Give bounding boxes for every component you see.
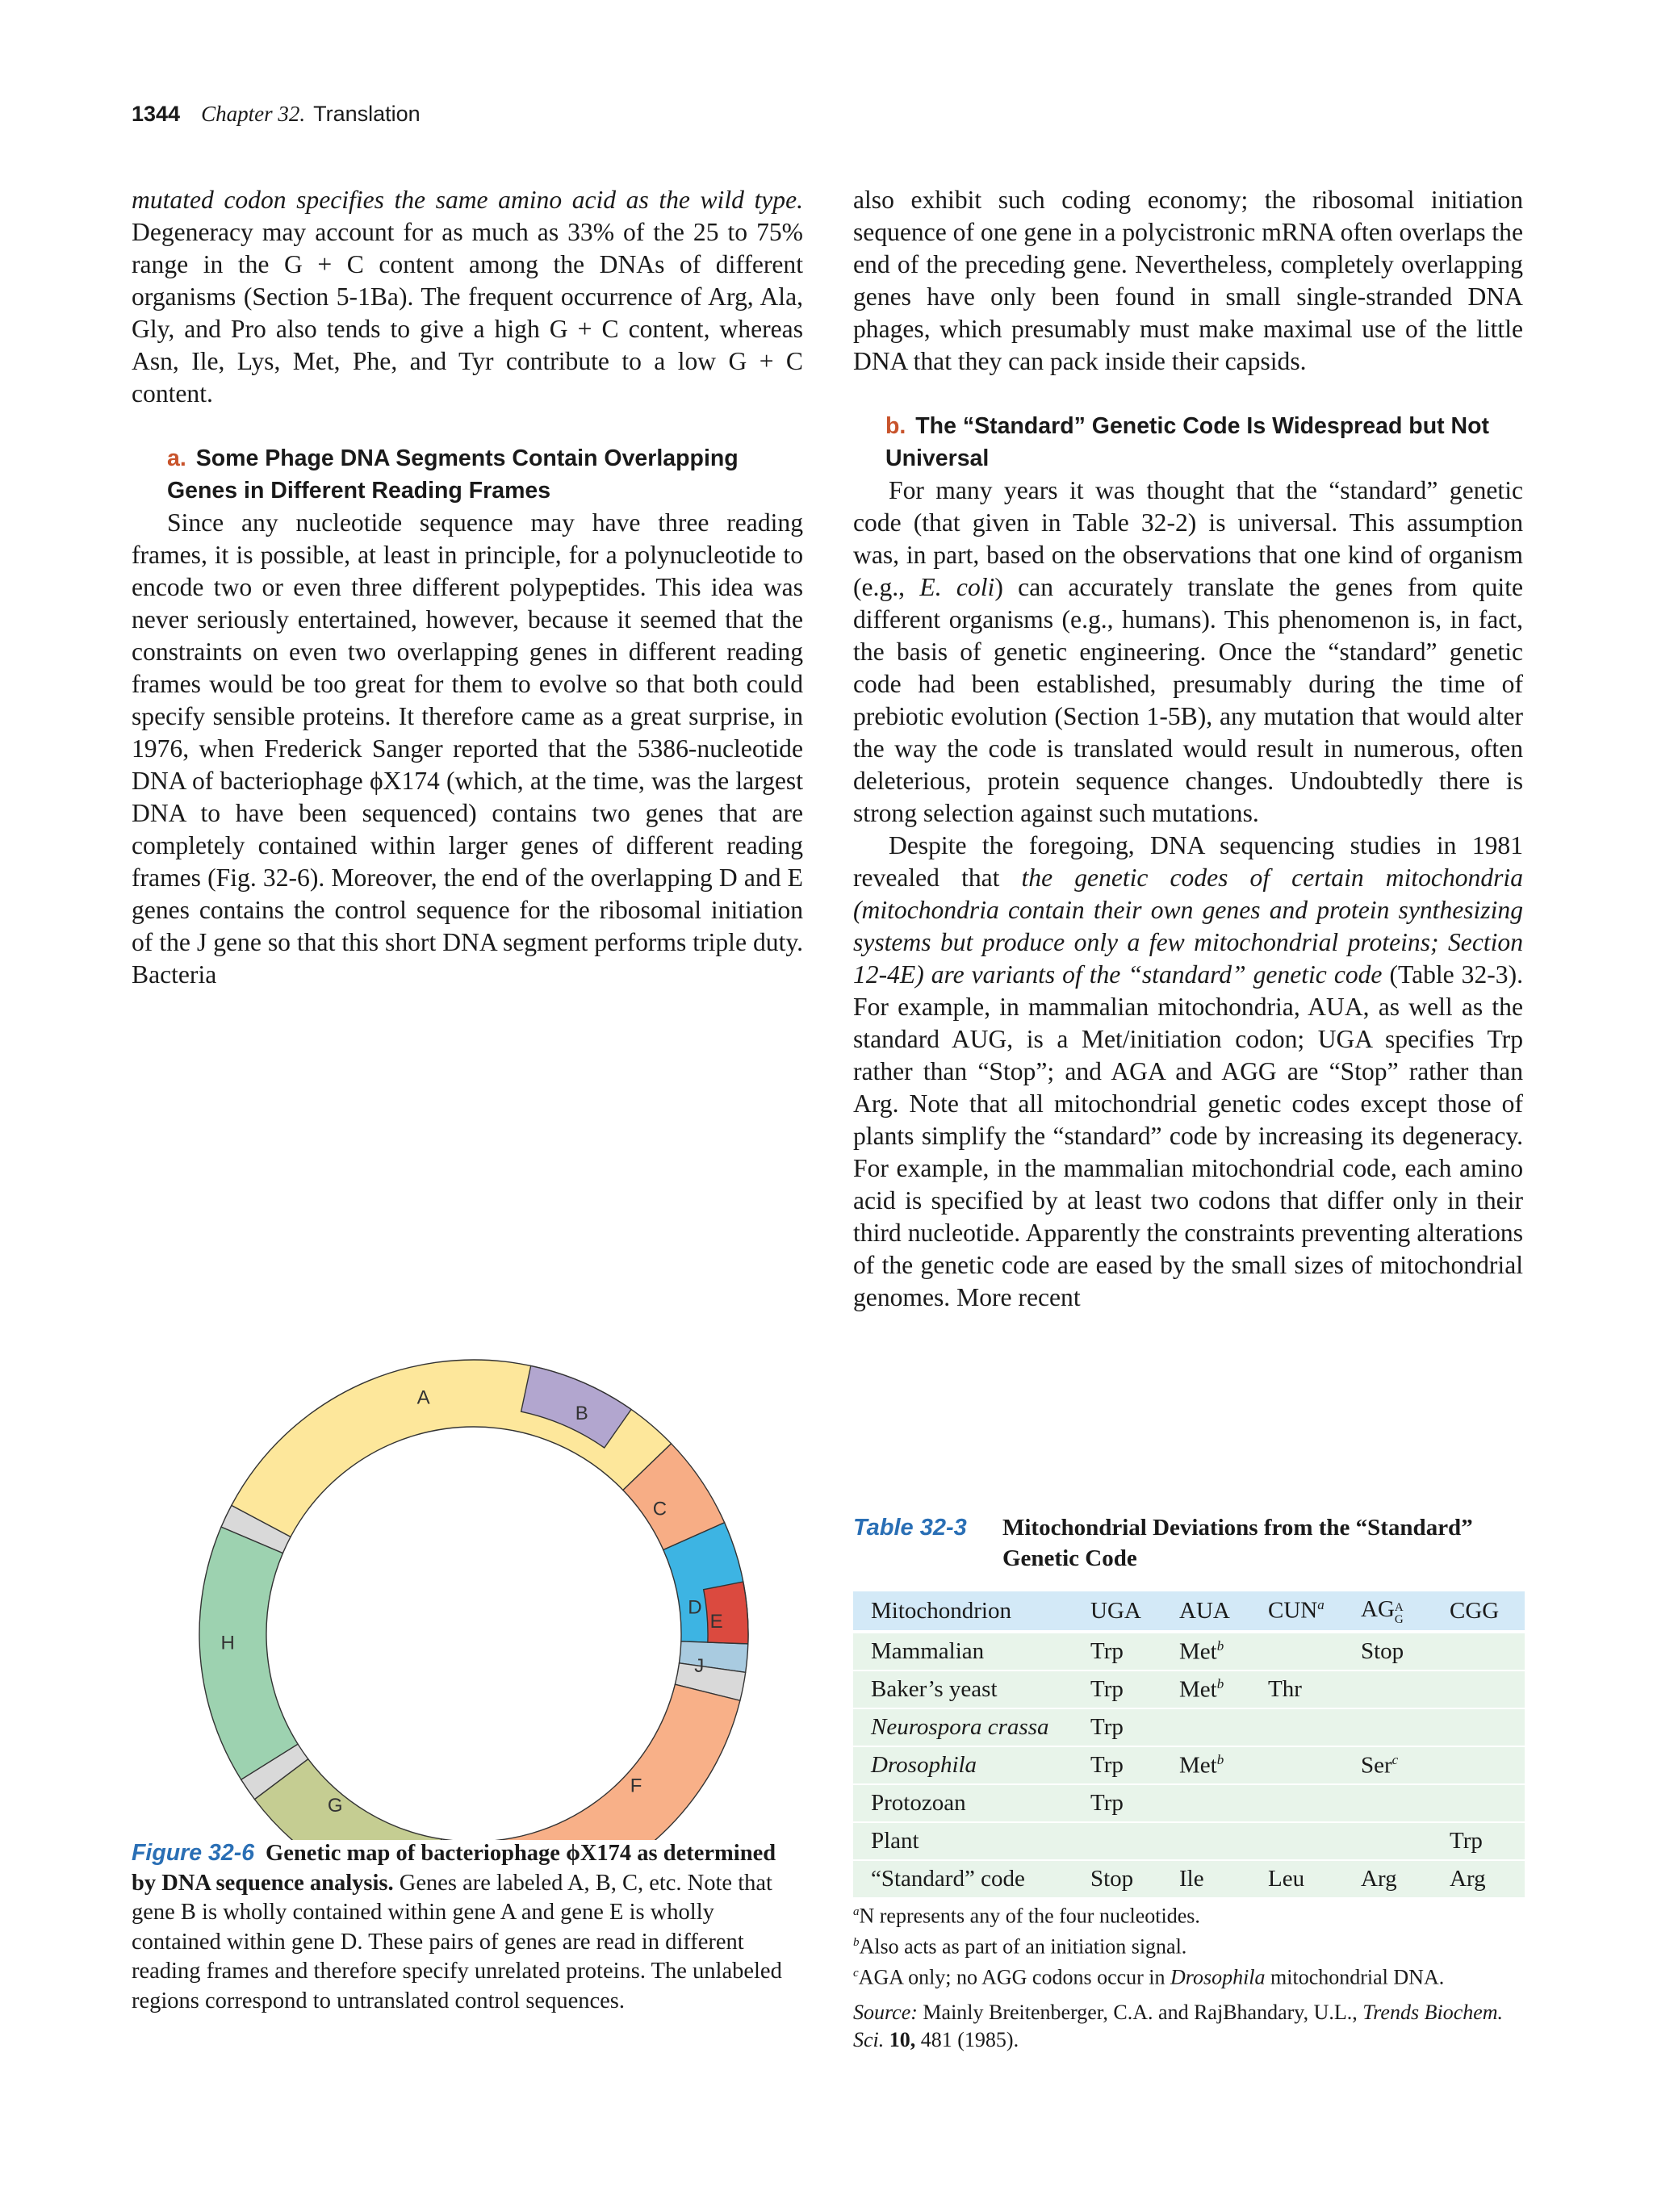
section-a-body: Since any nucleotide sequence may have three reading frames, it is possible, at least in principle, for a polynucleotide to encode two or even three different polypeptides. This idea was never seriously entertained, however, because it seemed that the constraints on even two overlapping genes in different reading frames would be too great for them to evolve so that both could specify sensible proteins. It therefore came as a great surprise, in 1976, when Frederick Sanger reported that the 5386-nucleotide DNA of bacteriophage ϕX174 (which, at the time, was the largest DNA to have been sequenced) contains two genes that are completely contained within larger genes of different reading frames (Fig. 32-6). Moreover, the end of the overlapping D and E genes contains the control sequence for the ribosomal initiation of the J gene so that this short DNA segment performs triple duty. Bacteria — [132, 508, 803, 989]
right-column — [853, 184, 1523, 1314]
chapter-title: Translation — [313, 102, 421, 126]
mitochondria-italic: the genetic codes of certain mitochondria (mitochondria contain their own genes and protein synthesizing systems but produce only a few mitochondrial proteins; Section 12-4E) are variants of the “standard” genetic code — [853, 863, 1524, 989]
section-b-paragraph-2: Despite the foregoing, DNA sequencing studies in 1981 revealed that the genetic codes of certain mitochondria (mitochondria contain their own genes and protein synthesizing systems but produce only a few mitochondrial proteins; Section 12-4E) are variants of the “standard” genetic code (Table 32-3). For example, in mammalian mitochondria, AUA, as well as the standard AUG, is a Met/initiation codon; UGA specifies Trp rather than “Stop”; and AGA and AGG are “Stop” rather than Arg. Note that all mitochondrial genetic codes except those of plants simplify the “standard” code by increasing its degeneracy. For example, in the mammalian mitochondrial code, each amino acid is specified by at least two codons that differ only in their third nucleotide. Apparently the constraints preventing alterations of the genetic code are eased by the small sizes of mitochondrial genomes. More recent — [853, 831, 1524, 1311]
section-b-heading — [853, 410, 1523, 475]
footnote: $^b$Also acts as part of an initiation signal. — [853, 1934, 1187, 1959]
page-number: 1344 — [132, 102, 181, 126]
table-row: Baker’s yeast Trp Met$^b$ Thr — [853, 1670, 1525, 1708]
table-label: Table 32-3 — [853, 1515, 967, 1541]
table-row: “Standard” code Stop Ile Leu Arg Arg — [853, 1860, 1525, 1897]
chapter-label: Chapter 32. — [201, 102, 306, 126]
table-title-text: Mitochondrial Deviations from the “Standard” Genetic Code — [1002, 1515, 1473, 1571]
figure-title: Genetic map of bacteriophage ϕX174 as determined by DNA sequence analysis. — [132, 1841, 776, 1896]
table-row: Neurospora crassa Trp — [853, 1708, 1525, 1746]
running-header — [132, 102, 421, 127]
ecoli-italic: E. coli — [919, 573, 995, 601]
genetic-map-figure — [121, 1154, 807, 1840]
figure-label: Figure 32-6 — [132, 1840, 255, 1866]
genetic-map-ring — [121, 1154, 807, 1840]
col-header: CGG — [1432, 1591, 1525, 1632]
section-a-title: Some Phage DNA Segments Contain Overlapping Genes in Different Reading Frames — [167, 445, 739, 504]
intro-paragraph — [132, 184, 803, 410]
intro-italic: mutated codon specifies the same amino acid as the wild type. — [132, 186, 803, 214]
continued-paragraph: also exhibit such coding economy; the ribosomal initiation sequence of one gene in a polycistronic mRNA often overlaps the end of the preceding gene. Nevertheless, completely overlapping genes have only been found in small single-stranded DNA phages, which presumably must make maximal use of the little DNA that they can pack inside their capsids. — [853, 186, 1523, 375]
mitochondrial-deviations-table — [853, 1591, 1525, 1897]
gene-label-f: F — [630, 1775, 642, 1797]
section-a-heading — [132, 442, 803, 507]
figure-caption-body: Genes are labeled A, B, C, etc. Note that gene B is wholly contained within gene A and gene E is wholly contained within gene D. These pairs of genes are read in different reading frames and therefore specify unrelated proteins. The unlabeled regions correspond to untranslated control sequences. — [132, 1870, 782, 2013]
table-row: Mammalian Trp Met$^b$ Stop — [853, 1632, 1525, 1670]
intro-text: Degeneracy may account for as much as 33% of the 25 to 75% range in the G + C content among the DNAs of different organisms (Section 5-1Ba). The frequent occurrence of Arg, Ala, Gly, and Pro also tends to give a high G + C content, whereas Asn, Ile, Lys, Met, Phe, and Tyr contribute to a low G + C content. — [132, 218, 803, 408]
gene-label-e: E — [709, 1611, 723, 1633]
section-a-letter: a. — [167, 445, 186, 471]
col-header: AUA — [1161, 1591, 1250, 1632]
left-column — [132, 184, 803, 991]
col-header: CUN$^a$ — [1250, 1591, 1343, 1632]
gene-label-c: C — [652, 1498, 667, 1520]
gene-label-j: J — [694, 1655, 705, 1678]
table-header-row — [853, 1591, 1525, 1632]
gene-label-b: B — [575, 1402, 588, 1424]
table-row: Protozoan Trp — [853, 1784, 1525, 1822]
figure-caption — [132, 1838, 801, 2016]
table-row: Drosophila Trp Met$^b$ Ser$^c$ — [853, 1746, 1525, 1784]
gene-label-h: H — [220, 1632, 235, 1654]
section-b-paragraph-1: For many years it was thought that the “standard” genetic code (that given in Table 32-2) is universal. This assumption was, in part, based on the observations that one kind of organism (e.g., E. coli) can accurately translate the genes from quite different organisms (e.g., humans). This phenomenon is, in fact, the basis of genetic engineering. Once the “standard” genetic code had been established, presumably during the time of prebiotic evolution (Section 1-5B), any mutation that would alter the way the code is translated would result in numerous, often deleterious, protein sequence changes. Undoubtedly there is strong selection against such mutations. — [853, 476, 1523, 827]
section-b-letter: b. — [885, 413, 906, 439]
col-header: Mitochondrion — [853, 1591, 1073, 1632]
table-title — [853, 1512, 1531, 1574]
footnote: $^c$AGA only; no AGG codons occur in Drosophila mitochondrial DNA. — [853, 1965, 1445, 1989]
gene-segment-a — [232, 1360, 672, 1537]
gene-segment-f — [459, 1684, 740, 1840]
table-row: Plant Trp — [853, 1822, 1525, 1860]
gene-segment-h — [199, 1527, 298, 1779]
gene-label-a: A — [416, 1386, 430, 1409]
col-header: UGA — [1073, 1591, 1161, 1632]
footnote: $^a$N represents any of the four nucleotides. — [853, 1904, 1200, 1928]
gene-label-d: D — [688, 1596, 702, 1619]
col-header: AGA G — [1343, 1591, 1432, 1632]
table-footnotes — [853, 1899, 1531, 2054]
table-source: Source: Mainly Breitenberger, C.A. and RajBhandary, U.L., Trends Biochem. Sci. 10, 481 (1985). — [853, 2001, 1504, 2052]
section-b-title: The “Standard” Genetic Code Is Widespread but Not Universal — [885, 413, 1489, 471]
gene-label-g: G — [327, 1795, 343, 1817]
